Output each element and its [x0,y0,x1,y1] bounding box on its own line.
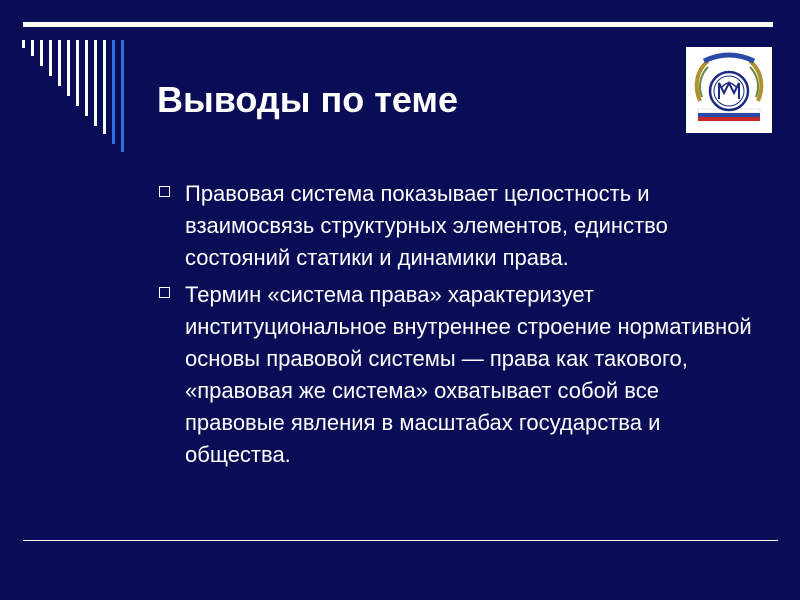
stripe [67,40,70,96]
square-outline-bullet-icon [159,186,170,197]
stripe [112,40,115,144]
slide-title: Выводы по теме [157,79,459,120]
stripe [94,40,97,126]
stripe [103,40,106,134]
stripe [85,40,88,116]
university-emblem-icon [686,47,772,133]
stripe [58,40,61,86]
stripe [49,40,52,76]
bullet-text: Правовая система показывает целостность и взаимосвязь структурных элементов, единство состояний статики и динамики права. [185,181,668,270]
stripe [121,40,124,152]
stripe [22,40,25,48]
list-item [157,279,757,471]
list-item [157,178,757,274]
stripe [40,40,43,66]
stripe [31,40,34,56]
bullet-list [157,178,757,476]
bullet-text: Термин «система права» характеризует институциональное внутреннее строение нормативной основы правовой системы — права как такового, «правовая же система» охватывает собой все правовые явления в масштабах государства и общества. [185,282,752,467]
decorative-stripes [0,0,140,170]
stripe [76,40,79,106]
square-outline-bullet-icon [159,287,170,298]
bottom-divider [23,540,778,541]
